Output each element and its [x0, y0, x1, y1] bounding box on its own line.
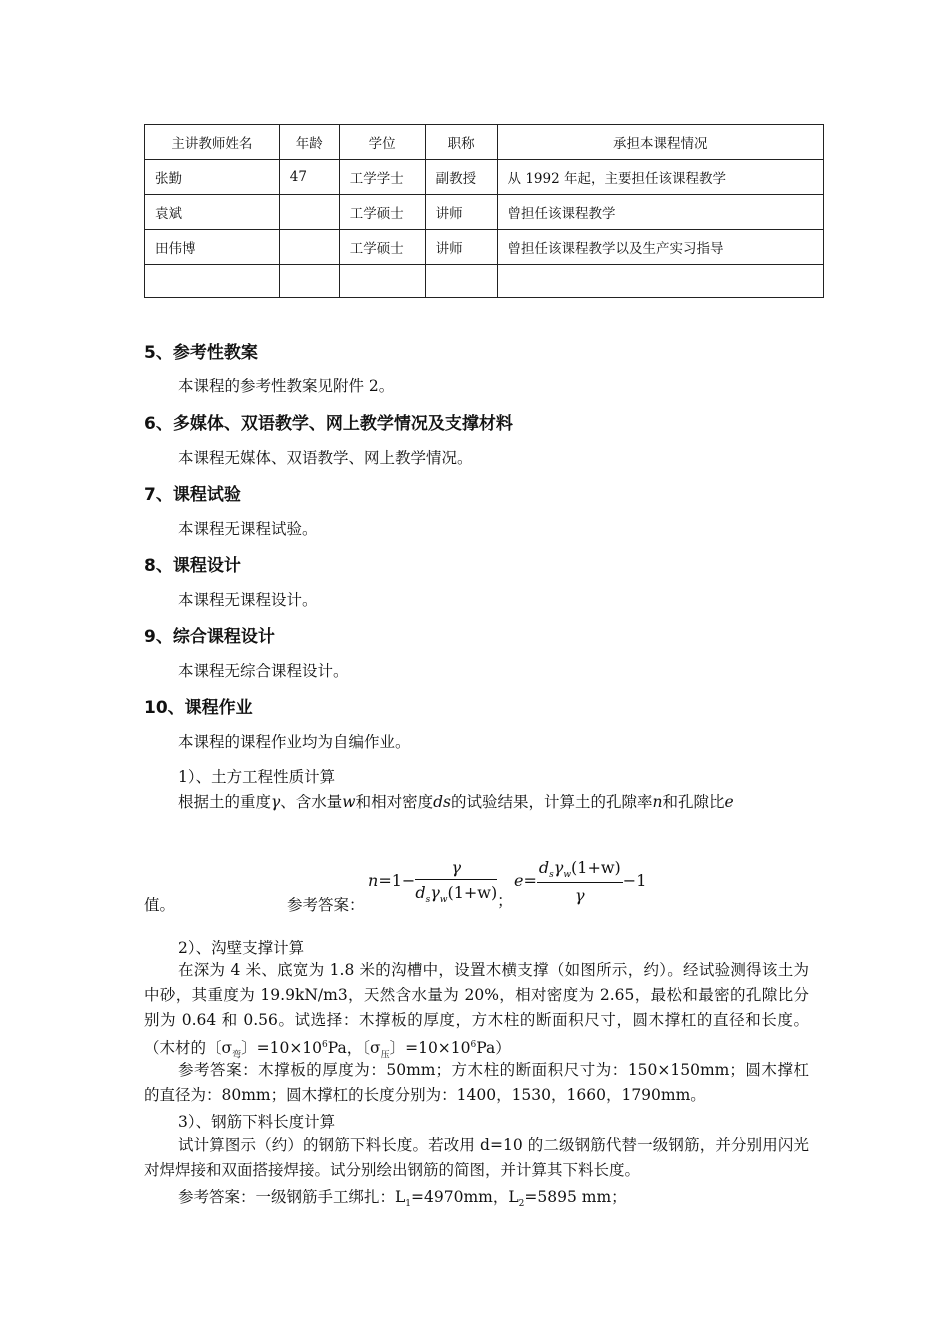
section-body: 本课程无媒体、双语教学、网上教学情况。 — [178, 449, 473, 467]
table-cell: 田伟博 — [145, 230, 280, 265]
formula-void-ratio: e= $\frac{d_s\gamma_w(1+w)}{\gamma}$ −1 — [514, 858, 647, 906]
section-heading: 5、参考性教案 — [144, 343, 258, 363]
table-cell — [339, 265, 425, 298]
teacher-table — [144, 124, 824, 298]
section-heading: 9、综合课程设计 — [144, 627, 275, 647]
header-cell: 承担本课程情况 — [497, 125, 823, 160]
table-cell: 曾担任该课程教学以及生产实习指导 — [497, 230, 823, 265]
table-cell: 工学硕士 — [339, 230, 425, 265]
homework-paragraph: 试计算图示（约）的钢筋下料长度。若改用 d=10 的二级钢筋代替一级钢筋，并分别用闪光对焊焊接和双面搭接焊接。试分别绘出钢筋的简图，并计算其下料长度。 — [144, 1136, 809, 1179]
homework-title: 1）、土方工程性质计算 — [178, 768, 336, 786]
section-body: 本课程无综合课程设计。 — [178, 662, 349, 680]
table-row — [145, 160, 824, 195]
homework-title: 2）、沟壁支撑计算 — [178, 939, 305, 957]
section-heading: 7、课程试验 — [144, 485, 241, 505]
table-header-row — [145, 125, 824, 160]
header-cell: 年龄 — [279, 125, 339, 160]
table-cell: 讲师 — [425, 195, 497, 230]
table-cell — [145, 265, 280, 298]
table-cell — [279, 265, 339, 298]
table-cell: 47 — [279, 160, 339, 195]
section-body: 本课程的课程作业均为自编作业。 — [178, 733, 411, 751]
table-cell: 张勤 — [145, 160, 280, 195]
section-heading: 6、多媒体、双语教学、网上教学情况及支撑材料 — [144, 414, 513, 434]
homework-paragraph: 在深为 4 米、底宽为 1.8 米的沟槽中，设置木横支撑（如图所示，约）。经试验测得该土为中砂，其重度为 19.9kN/m3，天然含水量为 20%，相对密度为 2.65，最松和最密的孔隙比分别为 0.64 和 0.56。试选择：木撑板的厚度，方木柱的断面积尺寸，圆木撑杠的直径和长度。（木材的〔$\sigma_弯$〕$=10\times 10^6Pa$，〔$\sigma_压$〕$=10\times 10^6Pa$） — [144, 961, 809, 1061]
formula-porosity: n=1− $\frac{\gamma}{d_s\gamma_w(1+w)}$ — [368, 858, 498, 906]
table-cell: 从 1992 年起，主要担任该课程教学 — [497, 160, 823, 195]
table-cell — [279, 195, 339, 230]
answer-label: 参考答案： — [287, 896, 365, 914]
homework-tail: 值。 — [144, 896, 176, 914]
table-cell: 工学硕士 — [339, 195, 425, 230]
table-cell: 曾担任该课程教学 — [497, 195, 823, 230]
homework-answer: 参考答案：一级钢筋手工绑扎：$L_1=4970mm$，$L_2=5895$ mm； — [178, 1188, 627, 1210]
section-body: 本课程无课程设计。 — [178, 591, 318, 609]
table-cell: 副教授 — [425, 160, 497, 195]
table-row — [145, 265, 824, 298]
table-cell — [497, 265, 823, 298]
header-cell: 职称 — [425, 125, 497, 160]
header-cell: 主讲教师姓名 — [145, 125, 280, 160]
table-row — [145, 195, 824, 230]
header-cell: 学位 — [339, 125, 425, 160]
table-cell: 工学学士 — [339, 160, 425, 195]
section-body: 本课程无课程试验。 — [178, 520, 318, 538]
table-cell: 袁斌 — [145, 195, 280, 230]
homework-text: 根据土的重度γ、含水量w和相对密度ds的试验结果，计算土的孔隙率n和孔隙比e — [178, 793, 734, 811]
table-cell: 讲师 — [425, 230, 497, 265]
table-row — [145, 230, 824, 265]
section-body: 本课程的参考性教案见附件 2。 — [178, 377, 395, 395]
table-cell — [425, 265, 497, 298]
section-heading: 10、课程作业 — [144, 698, 253, 718]
formula-separator: ； — [497, 891, 514, 910]
table-cell — [279, 230, 339, 265]
homework-answer: 参考答案：木撑板的厚度为：50mm；方木柱的断面积尺寸为：150×150mm；圆木撑杠的直径为：80mm；圆木撑杠的长度分别为：1400，1530，1660，1790mm。 — [144, 1061, 809, 1104]
section-heading: 8、课程设计 — [144, 556, 241, 576]
homework-title: 3）、钢筋下料长度计算 — [178, 1113, 336, 1131]
